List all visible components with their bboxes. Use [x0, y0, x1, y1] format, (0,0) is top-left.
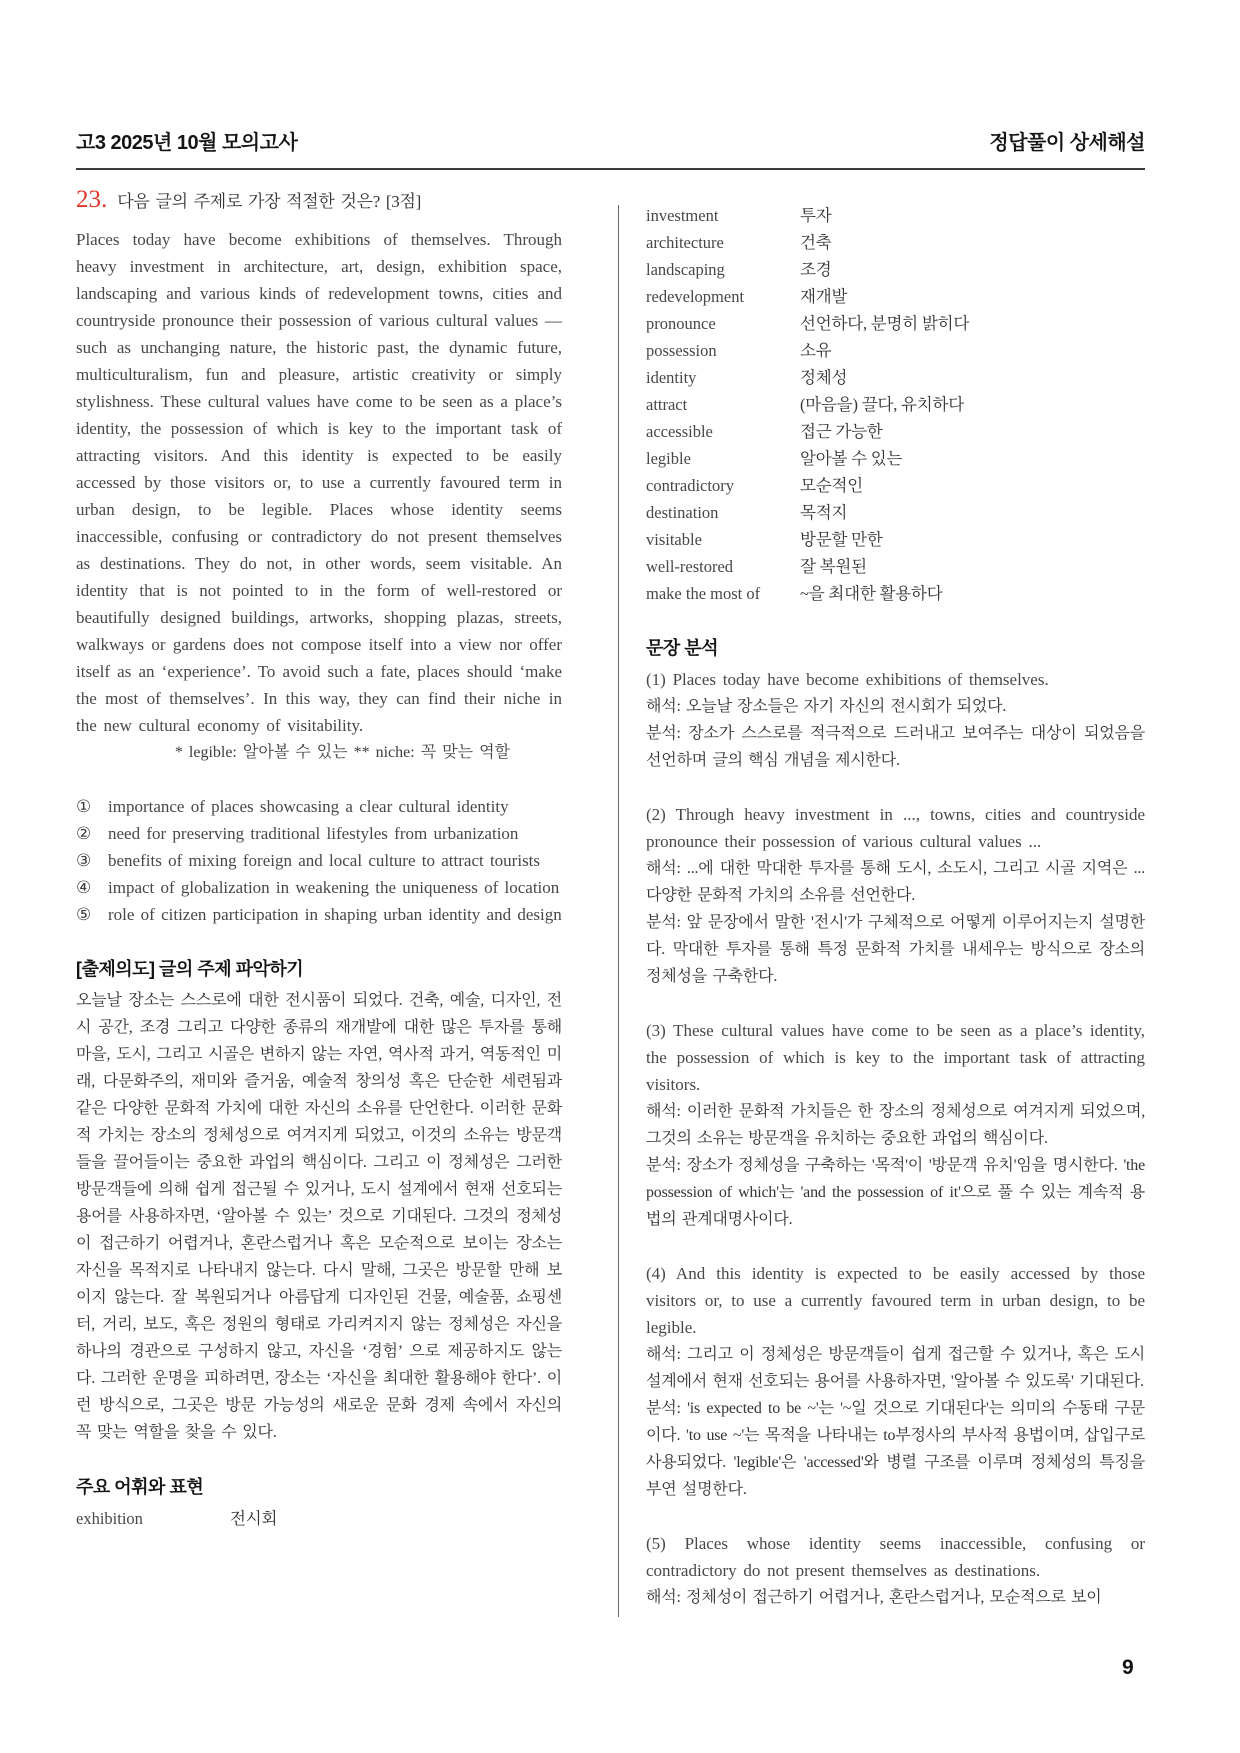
- vocab-row: [646, 364, 1145, 391]
- answer-choices: [76, 793, 562, 928]
- right-column: [646, 186, 1145, 1638]
- vocab-term: investment: [646, 206, 719, 225]
- vocab-meaning: 재개발: [800, 287, 848, 306]
- vocab-meaning: 정체성: [800, 368, 848, 387]
- vocab-row: [646, 283, 1145, 310]
- vocab-term: architecture: [646, 233, 724, 252]
- vocab-meaning: 잘 복원된: [800, 557, 867, 576]
- choice-5: [76, 901, 562, 928]
- choice-2-text: need for preserving traditional lifestyles from urbanization: [108, 824, 519, 843]
- vocab-term: identity: [646, 368, 697, 387]
- vocab-meaning: 목적지: [800, 503, 848, 522]
- analysis-item-2: [646, 801, 1145, 990]
- vocab-meaning: 소유: [800, 341, 832, 360]
- analysis-4-translation: 해석: 그리고 이 정체성은 방문객들이 쉽게 접근할 수 있거나, 혹은 도시 설계에서 현재 선호되는 용어를 사용하자면, '알아볼 수 있도록' 기대된다.: [646, 1346, 1145, 1390]
- vocab-term: accessible: [646, 422, 713, 441]
- vocab-term: possession: [646, 341, 717, 360]
- vocab-row: [646, 202, 1145, 229]
- vocab-meaning: 건축: [800, 233, 832, 252]
- vocab-row: [646, 526, 1145, 553]
- choice-3: [76, 847, 562, 874]
- vocab-row: [646, 337, 1145, 364]
- vocab-meaning: 조경: [800, 260, 832, 279]
- vocab-row: [646, 229, 1145, 256]
- vocab-meaning: (마음을) 끌다, 유치하다: [800, 395, 965, 414]
- vocab-row: [646, 391, 1145, 418]
- vocab-meaning: 접근 가능한: [800, 422, 883, 441]
- analysis-2-sentence: (2) Through heavy investment in ..., towns, cities and countryside pronounce their possession of various cultural values ...: [646, 805, 1145, 851]
- page-number: 9: [1122, 1656, 1134, 1679]
- analysis-2-translation: 해석: ...에 대한 막대한 투자를 통해 도시, 소도시, 그리고 시골 지역은 ... 다양한 문화적 가치의 소유를 선언한다.: [646, 860, 1145, 904]
- choice-1: [76, 793, 562, 820]
- analysis-5-translation: 해석: 정체성이 접근하기 어렵거나, 혼란스럽거나, 모순적으로 보이: [646, 1589, 1102, 1606]
- analysis-item-3: [646, 1017, 1145, 1233]
- key-vocab-list: [76, 1505, 562, 1532]
- vocab-meaning: 알아볼 수 있는: [800, 449, 903, 468]
- key-vocab-row: [76, 1505, 562, 1532]
- vocab-term: landscaping: [646, 260, 725, 279]
- vocab-row: [646, 580, 1145, 607]
- header-rule: [76, 168, 1145, 170]
- choice-5-marker: ⑤: [76, 905, 92, 924]
- left-column: [76, 186, 562, 1532]
- analysis-5-sentence: (5) Places whose identity seems inaccessible, confusing or contradictory do not present themselves as destinations.: [646, 1534, 1145, 1580]
- vocab-row: [646, 499, 1145, 526]
- choice-2-marker: ②: [76, 824, 92, 843]
- question-number: 23.: [76, 186, 108, 213]
- vocab-term: exhibition: [76, 1509, 143, 1528]
- analysis-3-translation: 해석: 이러한 문화적 가치들은 한 장소의 정체성으로 여겨지게 되었으며, 그것의 소유는 방문객을 유치하는 중요한 과업의 핵심이다.: [646, 1103, 1145, 1147]
- vocab-term: redevelopment: [646, 287, 745, 306]
- analysis-4-commentary: 분석: 'is expected to be ~'는 '~일 것으로 기대된다'는 의미의 수동태 구문이다. 'to use ~'는 목적을 나타내는 to부정사의 부사적 용법이며, 삽입구로 사용되었다. 'legible'은 'accessed'와 병렬 구조를 이루며 정체성의 특징을 부연 설명한다.: [646, 1400, 1145, 1498]
- key-vocab-heading: 주요 어휘와 표현: [76, 1477, 204, 1497]
- analysis-4-sentence: (4) And this identity is expected to be easily accessed by those visitors or, to use a currently favoured term in urban design, to be legible.: [646, 1264, 1145, 1337]
- analysis-1-commentary: 분석: 장소가 스스로를 적극적으로 드러내고 보여주는 대상이 되었음을 선언하며 글의 핵심 개념을 제시한다.: [646, 725, 1145, 769]
- vocab-term: attract: [646, 395, 688, 414]
- choice-1-text: importance of places showcasing a clear cultural identity: [108, 797, 509, 816]
- choice-3-marker: ③: [76, 851, 92, 870]
- question-prompt: 다음 글의 주제로 가장 적절한 것은? [3점]: [117, 192, 421, 211]
- question-header: [76, 186, 562, 214]
- choice-4-text: impact of globalization in weakening the uniqueness of location: [108, 878, 560, 897]
- header-section-title: 정답풀이 상세해설: [989, 132, 1145, 154]
- analysis-item-4: [646, 1260, 1145, 1503]
- header-exam-title: 고3 2025년 10월 모의고사: [76, 132, 298, 154]
- vocab-meaning: ~을 최대한 활용하다: [800, 584, 943, 603]
- vocab-row: [646, 418, 1145, 445]
- intent-heading: [출제의도] 글의 주제 파악하기: [76, 959, 304, 979]
- choice-5-text: role of citizen participation in shaping urban identity and design: [108, 905, 562, 924]
- analysis-item-1: [646, 666, 1145, 774]
- vocab-row: [646, 256, 1145, 283]
- vocab-meaning: 전시회: [230, 1509, 278, 1528]
- vocab-term: make the most of: [646, 584, 761, 603]
- vocab-row: [646, 472, 1145, 499]
- analysis-1-sentence: (1) Places today have become exhibitions of themselves.: [646, 670, 1049, 689]
- vocab-term: visitable: [646, 530, 702, 549]
- vocab-meaning: 방문할 만한: [800, 530, 883, 549]
- vocab-term: contradictory: [646, 476, 734, 495]
- analysis-1-translation: 해석: 오늘날 장소들은 자기 자신의 전시회가 되었다.: [646, 698, 1007, 715]
- column-divider: [618, 205, 619, 1617]
- vocab-meaning: 모순적인: [800, 476, 863, 495]
- analysis-3-sentence: (3) These cultural values have come to be seen as a place’s identity, the possession of which is key to the important task of attracting visitors.: [646, 1021, 1145, 1094]
- vocab-row: [646, 445, 1145, 472]
- intent-translation: 오늘날 장소는 스스로에 대한 전시품이 되었다. 건축, 예술, 디자인, 전시 공간, 조경 그리고 다양한 종류의 재개발에 대한 많은 투자를 통해 마을, 도시, 그리고 시골은 변하지 않는 자연, 역사적 과거, 역동적인 미래, 다문화주의, 재미와 즐거움, 예술적 창의성 혹은 단순한 세련됨과 같은 다양한 문화적 가치에 대한 자신의 소유를 단언한다. 이러한 문화적 가치는 장소의 정체성으로 여겨지게 되었고, 이것의 소유는 방문객들을 끌어들이는 중요한 과업의 핵심이다. 그리고 이 정체성은 그러한 방문객들에 의해 쉽게 접근될 수 있거나, 도시 설계에서 현재 선호되는 용어를 사용하자면, ‘알아볼 수 있는’ 것으로 기대된다. 그것의 정체성이 접근하기 어렵거나, 혼란스럽거나 혹은 모순적으로 보이는 장소는 자신을 목적지로 나타내지 않는다. 다시 말해, 그곳은 방문할 만해 보이지 않는다. 잘 복원되거나 아름답게 디자인된 건물, 예술품, 쇼핑센터, 거리, 보도, 혹은 정원의 형태로 가리켜지지 않는 정체성은 자신을 하나의 경관으로 구성하지 않고, 자신을 ‘경험’ 으로 제공하지도 않는다. 그러한 운명을 피하려면, 장소는 ‘자신을 최대한 활용해야 한다’. 이런 방식으로, 그곳은 방문 가능성의 새로운 문화 경제 속에서 자신의 꼭 맞는 역할을 찾을 수 있다.: [76, 992, 562, 1441]
- analysis-3-commentary: 분석: 장소가 정체성을 구축하는 '목적'이 '방문객 유치'임을 명시한다. 'the possession of which'는 'and the possession of it'으로 풀 수 있는 계속적 용법의 관계대명사이다.: [646, 1157, 1145, 1228]
- english-passage: Places today have become exhibitions of themselves. Through heavy investment in architecture, art, design, exhibition space, landscaping and various kinds of redevelopment towns, cities and countryside pronounce their possession of various cultural values — such as unchanging nature, the historic past, the dynamic future, multiculturalism, fun and pleasure, artistic creativity or simply stylishness. These cultural values have come to be seen as a place’s identity, the possession of which is key to the important task of attracting visitors. And this identity is expected to be easily accessed by those visitors or, to use a currently favoured term in urban design, to be legible. Places whose identity seems inaccessible, confusing or contradictory do not present themselves as destinations. They do not, in other words, seem visitable. An identity that is not pointed to in the form of well-restored or beautifully designed buildings, artworks, shopping plazas, streets, walkways or gardens does not compose itself into a view nor offer itself as an ‘experience’. To avoid such a fate, places should ‘make the most of themselves’. In this way, they can find their niche in the new cultural economy of visitability.: [76, 230, 562, 735]
- vocab-term: destination: [646, 503, 719, 522]
- vocab-row: [646, 553, 1145, 580]
- passage-footnote: * legible: 알아볼 수 있는 ** niche: 꼭 맞는 역할: [174, 744, 510, 761]
- vocab-meaning: 투자: [800, 206, 832, 225]
- vocab-list: [646, 202, 1145, 607]
- analysis-heading: 문장 분석: [646, 638, 719, 658]
- choice-4-marker: ④: [76, 878, 92, 897]
- vocab-term: pronounce: [646, 314, 716, 333]
- vocab-term: well-restored: [646, 557, 734, 576]
- analysis-2-commentary: 분석: 앞 문장에서 말한 '전시'가 구체적으로 어떻게 이루어지는지 설명한다. 막대한 투자를 통해 특정 문화적 가치를 내세우는 방식으로 장소의 정체성을 구축한다.: [646, 914, 1145, 985]
- vocab-row: [646, 310, 1145, 337]
- vocab-term: legible: [646, 449, 691, 468]
- analysis-item-5: [646, 1530, 1145, 1611]
- choice-3-text: benefits of mixing foreign and local culture to attract tourists: [108, 851, 541, 870]
- choice-4: [76, 874, 562, 901]
- choice-2: [76, 820, 562, 847]
- choice-1-marker: ①: [76, 797, 92, 816]
- vocab-meaning: 선언하다, 분명히 밝히다: [800, 314, 970, 333]
